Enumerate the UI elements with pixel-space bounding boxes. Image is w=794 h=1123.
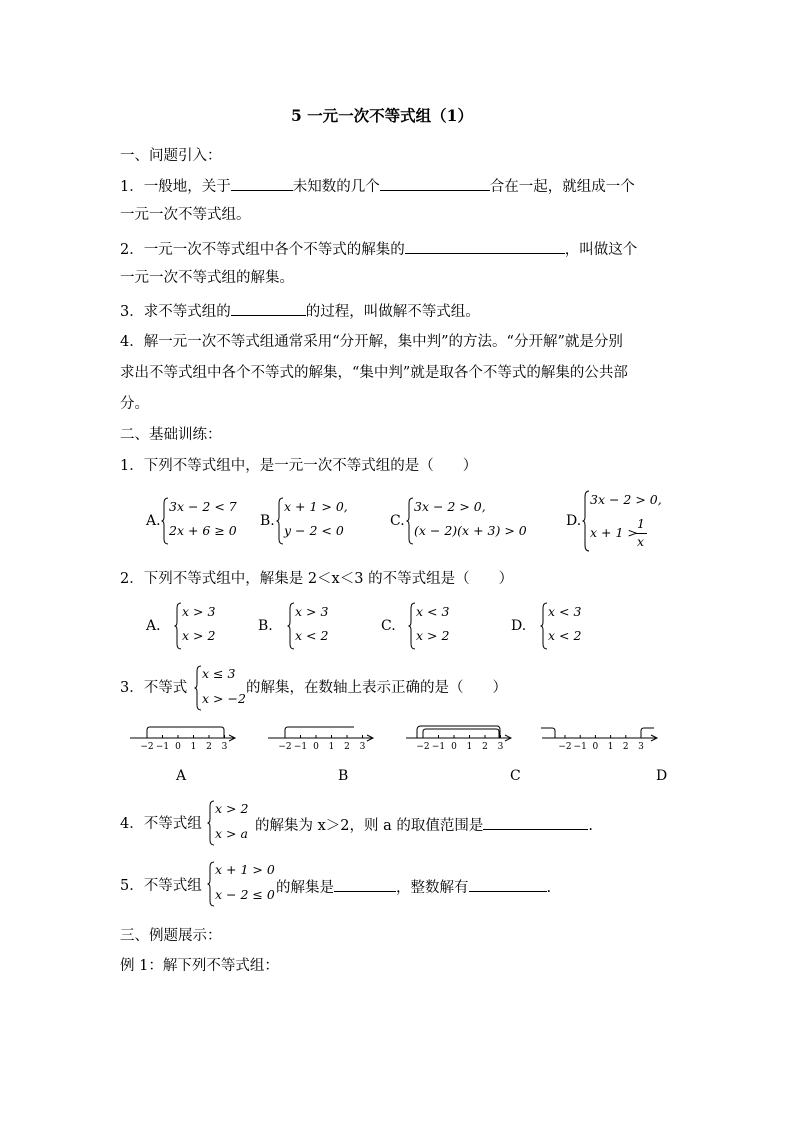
b2-a-brace xyxy=(174,602,182,650)
b5-post-text: ，整数解有 xyxy=(396,880,469,896)
b1-c-row-2: (x − 2)(x + 3) > 0 xyxy=(414,523,527,538)
tick-label: 0 xyxy=(313,742,319,752)
b2-option-d-label[interactable]: D. xyxy=(511,618,527,634)
tick-label: 0 xyxy=(592,742,599,752)
b1-d-brace xyxy=(582,490,590,552)
b1-b-row-1: x + 1 > 0, xyxy=(284,499,348,514)
b2-d-brace xyxy=(540,602,548,650)
b4-brace xyxy=(207,800,215,846)
example-1-text: 例 1：解下列不等式组： xyxy=(120,958,279,974)
b2-c-brace xyxy=(408,602,416,650)
number-line-d-label: D xyxy=(656,768,668,784)
b1-c-brace xyxy=(406,497,414,545)
q3-text-a: 3．求不等式组的 xyxy=(120,304,231,320)
b5-row-1: x + 1 > 0 xyxy=(215,862,275,877)
q3-text-b: 的过程，叫做解不等式组。 xyxy=(305,304,480,320)
b3-stem-pre: 3．不等式 xyxy=(120,680,188,696)
q1-blank-1[interactable] xyxy=(231,175,293,191)
tick-label: 0 xyxy=(451,742,457,752)
q1-text-c: 合在一起，就组成一个 xyxy=(489,179,635,195)
tick-label: −2 xyxy=(140,742,154,752)
b2-b-row-1: x > 3 xyxy=(295,604,329,619)
basic-q2-stem: 2．下列不等式组中，解集是 2＜x＜3 的不等式组是（ ） xyxy=(120,571,514,587)
b3-brace xyxy=(194,665,202,711)
tick-label: 3 xyxy=(359,742,366,752)
tick-label: −2 xyxy=(416,742,430,752)
question-4-line-3: 分。 xyxy=(120,396,149,412)
tick-label: −2 xyxy=(278,742,292,752)
b5-end: . xyxy=(546,880,552,896)
b4-row-1: x > 2 xyxy=(215,801,249,816)
number-line-a-label: A xyxy=(176,768,187,784)
tick-label: −1 xyxy=(155,742,170,752)
b1-d-row-2: x + 1 > xyxy=(590,525,638,540)
tick-label: 2 xyxy=(344,742,350,752)
question-4-line-2: 求出不等式组中各个不等式的解集，“集中判”就是取各个不等式的解集的公共部 xyxy=(120,365,628,381)
tick-label: 0 xyxy=(175,742,181,752)
q2-text-b: ，叫做这个 xyxy=(564,242,638,258)
section-heading-basic-training: 二、基础训练： xyxy=(120,427,222,443)
b4-stem-post xyxy=(255,814,593,836)
b5-mid-text: 的解集是 xyxy=(276,880,334,896)
section-heading-intro: 一、问题引入： xyxy=(120,148,222,164)
b4-end: . xyxy=(588,818,593,834)
q1-text-b: 未知数的几个 xyxy=(292,179,380,195)
b5-stem-pre: 5．不等式组 xyxy=(120,878,202,894)
number-line-a[interactable] xyxy=(128,722,238,754)
number-line-c[interactable] xyxy=(404,722,514,754)
page-title: 5 一元一次不等式组（1） xyxy=(291,106,473,125)
section-heading-examples: 三、例题展示： xyxy=(120,928,222,944)
tick-label: 2 xyxy=(206,742,212,752)
b1-option-b-label[interactable]: B. xyxy=(260,513,275,529)
b5-blank-1[interactable] xyxy=(334,876,396,892)
basic-q1-stem: 1．下列不等式组中，是一元一次不等式组的是（ ） xyxy=(120,458,478,474)
number-line-c-label: C xyxy=(510,768,521,784)
b1-option-a-label[interactable]: A. xyxy=(146,513,161,529)
tick-label: 1 xyxy=(190,742,197,752)
tick-label: 1 xyxy=(328,742,335,752)
q1-text-a: 1．一般地，关于 xyxy=(120,179,231,195)
tick-label: 3 xyxy=(638,742,644,752)
b1-b-row-2: y − 2 < 0 xyxy=(284,523,344,538)
q1-blank-2[interactable] xyxy=(380,175,490,191)
tick-label: 2 xyxy=(482,742,488,752)
b4-post-text: 的解集为 x＞2，则 a 的取值范围是 xyxy=(255,818,484,834)
tick-label: −1 xyxy=(573,742,587,752)
q2-text-a: 2．一元一次不等式组中各个不等式的解集的 xyxy=(120,242,405,258)
b2-b-row-2: x < 2 xyxy=(295,628,329,643)
b2-a-row-1: x > 3 xyxy=(182,604,216,619)
b2-b-brace xyxy=(287,602,295,650)
b5-stem-post xyxy=(276,876,551,898)
question-1-line-1 xyxy=(120,175,635,197)
b5-blank-2[interactable] xyxy=(469,876,547,892)
b3-row-1: x ≤ 3 xyxy=(202,666,236,681)
q2-blank[interactable] xyxy=(405,238,565,254)
b2-option-b-label[interactable]: B. xyxy=(258,618,273,634)
b3-row-2: x > −2 xyxy=(202,691,246,706)
b1-option-d-label[interactable]: D. xyxy=(566,513,582,529)
b3-stem-post: 的解集，在数轴上表示正确的是（ ） xyxy=(246,680,507,696)
b4-stem-pre: 4．不等式组 xyxy=(120,816,202,832)
tick-label: 3 xyxy=(221,742,228,752)
b1-b-brace xyxy=(276,497,284,545)
b5-row-2: x − 2 ≤ 0 xyxy=(215,887,275,902)
tick-label: −2 xyxy=(558,742,572,752)
number-line-b[interactable] xyxy=(266,722,376,754)
b1-a-row-2: 2x + 6 ≥ 0 xyxy=(169,523,237,538)
b1-d-frac-num: 1 xyxy=(637,516,645,531)
question-2-line-2: 一元一次不等式组的解集。 xyxy=(120,270,294,286)
b2-d-row-1: x < 3 xyxy=(548,604,582,619)
question-4-line-1: 4．解一元一次不等式组通常采用“分开解，集中判”的方法。“分开解”就是分别 xyxy=(120,334,623,350)
b1-a-brace xyxy=(161,497,169,545)
b2-option-c-label[interactable]: C. xyxy=(381,618,396,634)
b2-c-row-2: x > 2 xyxy=(416,628,450,643)
b4-row-2: x > a xyxy=(215,826,248,841)
q3-blank[interactable] xyxy=(231,300,306,316)
question-2-line-1 xyxy=(120,238,637,260)
b2-option-a-label[interactable]: A. xyxy=(146,618,161,634)
b2-a-row-2: x > 2 xyxy=(182,628,216,643)
tick-label: 3 xyxy=(497,742,504,752)
b1-a-row-1: 3x − 2 < 7 xyxy=(169,499,237,514)
b2-d-row-2: x < 2 xyxy=(548,628,582,643)
question-1-line-2: 一元一次不等式组。 xyxy=(120,207,251,223)
tick-label: 2 xyxy=(622,742,629,752)
question-3 xyxy=(120,300,480,322)
b1-d-frac-den: x xyxy=(637,534,645,549)
b5-brace xyxy=(207,861,215,907)
tick-label: 1 xyxy=(607,742,614,752)
b1-option-c-label[interactable]: C. xyxy=(390,513,405,529)
b1-c-row-1: 3x − 2 > 0, xyxy=(414,499,486,514)
tick-label: −1 xyxy=(293,742,308,752)
tick-label: 1 xyxy=(466,742,473,752)
number-line-b-label: B xyxy=(338,768,349,784)
b2-c-row-1: x < 3 xyxy=(416,604,450,619)
number-line-d[interactable] xyxy=(540,722,665,754)
tick-label: −1 xyxy=(431,742,446,752)
b1-d-row-1: 3x − 2 > 0, xyxy=(590,492,662,507)
b4-blank[interactable] xyxy=(483,814,588,830)
